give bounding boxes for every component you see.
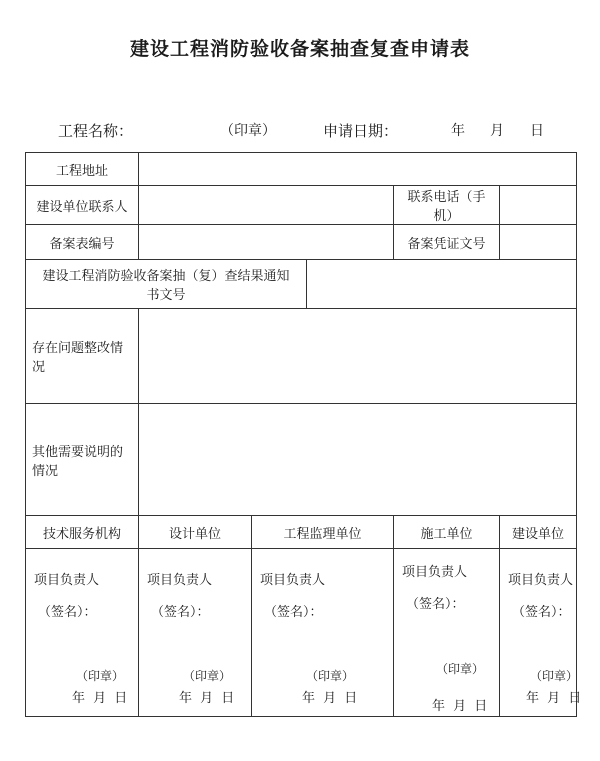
responsible-person-label: 项目负责人 (508, 573, 574, 588)
application-form-table (25, 152, 584, 717)
signature-cell-tech-service[interactable] (26, 549, 139, 717)
unit-name-construction: 施工单位 (394, 516, 500, 549)
seal-label: （印章） (76, 669, 125, 683)
row-contact (26, 186, 577, 225)
seal-label: （印章） (306, 669, 355, 683)
header-seal: （印章） (220, 123, 276, 139)
notice-no-field[interactable] (307, 260, 577, 309)
unit-name-owner: 建设单位 (500, 516, 577, 549)
row-signatures (26, 549, 577, 717)
responsible-person-label: 项目负责人 (260, 573, 326, 588)
row-rectification (26, 309, 577, 404)
project-name-label: 工程名称： (58, 122, 134, 140)
signature-label: （签名）： (512, 605, 571, 620)
row-notice-no (26, 260, 577, 309)
unit-name-supervision: 工程监理单位 (252, 516, 394, 549)
contact-field[interactable] (139, 186, 394, 225)
date-label: 年 月 日 (432, 699, 490, 714)
record-no-field[interactable] (139, 225, 394, 260)
responsible-person-label: 项目负责人 (34, 573, 100, 588)
signature-cell-supervision[interactable] (252, 549, 394, 717)
responsible-person-label: 项目负责人 (402, 565, 468, 580)
signature-cell-construction[interactable] (394, 549, 500, 717)
date-label: 年 月 日 (302, 691, 360, 706)
other-label: 其他需要说明的情况 (26, 404, 139, 516)
record-no-label: 备案表编号 (26, 225, 139, 260)
unit-name-tech-service: 技术服务机构 (26, 516, 139, 549)
signature-label: （签名）： (264, 605, 323, 620)
signature-cell-design[interactable] (139, 549, 252, 717)
date-label: 年 月 日 (72, 691, 130, 706)
certificate-no-field[interactable] (500, 225, 577, 260)
date-label: 年 月 日 (526, 691, 584, 706)
date-label: 年 月 日 (179, 691, 237, 706)
rectification-label: 存在问题整改情况 (26, 309, 139, 404)
row-unit-names (26, 516, 577, 549)
notice-no-label: 建设工程消防验收备案抽（复）查结果通知书文号 (26, 260, 307, 309)
seal-label: （印章） (436, 662, 485, 676)
signature-label: （签名）： (151, 605, 210, 620)
address-field[interactable] (139, 153, 577, 186)
contact-label: 建设单位联系人 (26, 186, 139, 225)
seal-label: （印章） (183, 669, 232, 683)
form-title: 建设工程消防验收备案抽查复查申请表 (129, 38, 470, 60)
phone-field[interactable] (500, 186, 577, 225)
rectification-field[interactable] (139, 309, 577, 404)
signature-cell-owner[interactable] (500, 549, 584, 717)
header-month: 月 (490, 123, 504, 139)
header-day: 日 (530, 123, 544, 139)
seal-label: （印章） (530, 669, 579, 683)
row-other (26, 404, 577, 516)
apply-date-label: 申请日期： (323, 122, 399, 140)
phone-label: 联系电话（手机） (394, 186, 500, 225)
header-year: 年 (451, 123, 465, 139)
other-field[interactable] (139, 404, 577, 516)
signature-label: （签名）： (406, 597, 465, 612)
row-record-no (26, 225, 577, 260)
unit-name-design: 设计单位 (139, 516, 252, 549)
certificate-no-label: 备案凭证文号 (394, 225, 500, 260)
address-label: 工程地址 (26, 153, 139, 186)
signature-label: （签名）： (38, 605, 97, 620)
row-address (26, 153, 577, 186)
responsible-person-label: 项目负责人 (147, 573, 213, 588)
